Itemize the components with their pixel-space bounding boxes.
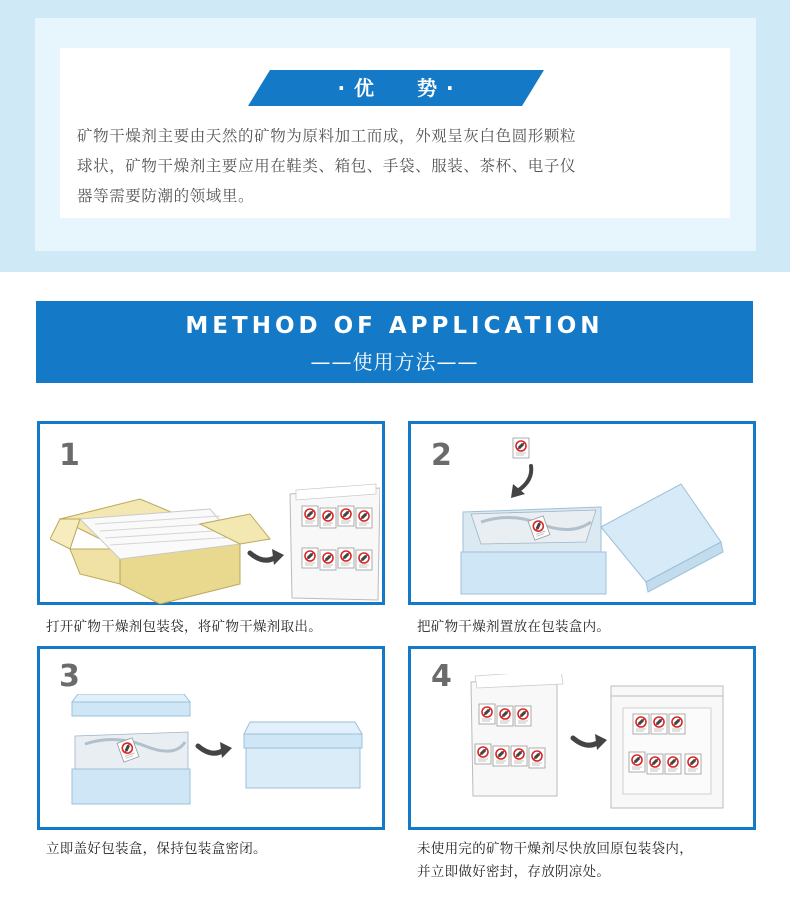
caption-line: 立即盖好包装盒，保持包装盒密闭。: [46, 841, 267, 857]
step-panel-2: [408, 421, 756, 605]
caption-line: 未使用完的矿物干燥剂尽快放回原包装袋内，: [417, 841, 693, 857]
step-panel-1: [37, 421, 385, 605]
advantage-line: 器等需要防潮的领域里。: [77, 187, 255, 205]
step-panel-3: [37, 646, 385, 830]
advantage-title: · 优 势 ·: [337, 76, 455, 100]
step-caption-3: [46, 838, 267, 861]
reseal-bag-illustration: [461, 674, 751, 824]
advantage-line: 矿物干燥剂主要由天然的矿物为原料加工而成，外观呈灰白色圆形颗粒: [77, 127, 577, 145]
method-title-cn: ——使用方法——: [310, 350, 479, 374]
advantage-banner: [248, 70, 544, 106]
caption-line: 把矿物干燥剂置放在包装盒内。: [417, 619, 611, 635]
step-caption-1: [46, 616, 322, 639]
caption-line: 并立即做好密封，存放阴凉处。: [417, 864, 611, 880]
advantage-description: [77, 121, 709, 211]
method-title-en: METHOD OF APPLICATION: [185, 313, 604, 339]
open-carton-illustration: [50, 464, 380, 604]
step-number: 4: [431, 659, 452, 694]
caption-line: 打开矿物干燥剂包装袋，将矿物干燥剂取出。: [46, 619, 322, 635]
step-number: 1: [59, 438, 80, 473]
close-box-illustration: [60, 694, 380, 809]
step-number: 2: [431, 438, 452, 473]
method-header: [36, 301, 753, 383]
place-in-box-illustration: [451, 432, 751, 602]
step-caption-4: [417, 838, 693, 884]
advantage-line: 球状，矿物干燥剂主要应用在鞋类、箱包、手袋、服装、茶杯、电子仪: [77, 157, 577, 175]
step-panel-4: [408, 646, 756, 830]
step-caption-2: [417, 616, 610, 639]
step-number: 3: [59, 659, 80, 694]
